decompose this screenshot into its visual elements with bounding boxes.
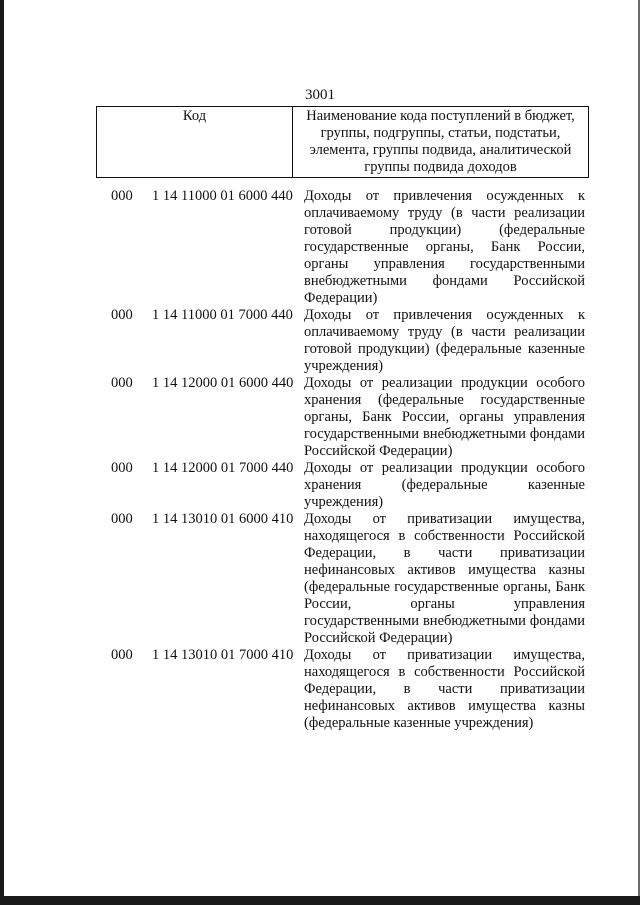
page-number: 3001 xyxy=(305,87,335,103)
table-body xyxy=(0,188,640,732)
revenue-name-line: учреждения) xyxy=(304,358,384,374)
revenue-name-line: (федеральные казенные учреждения) xyxy=(304,715,534,731)
admin-code: 000 xyxy=(111,460,133,476)
revenue-code: 1 14 12000 01 7000 440 xyxy=(152,460,294,476)
revenue-name-line: готовой продукции) (федеральные казенные xyxy=(304,341,585,357)
revenue-name xyxy=(304,511,585,647)
revenue-name-line: Доходы от реализации продукции особого xyxy=(304,375,585,391)
revenue-name xyxy=(304,188,585,307)
revenue-code: 1 14 13010 01 6000 410 xyxy=(152,511,294,527)
revenue-name-line: Доходы от привлечения осужденных к xyxy=(304,307,585,323)
revenue-name-line: оплачиваемому труду (в части реализации xyxy=(304,324,585,340)
revenue-name-line: Доходы от приватизации имущества, xyxy=(304,647,585,663)
admin-code: 000 xyxy=(111,307,133,323)
revenue-name-line: учреждения) xyxy=(304,494,384,510)
revenue-code: 1 14 11000 01 7000 440 xyxy=(152,307,293,323)
admin-code: 000 xyxy=(111,647,133,663)
revenue-name-line: (федеральные государственные органы, Банк xyxy=(304,579,585,595)
revenue-name-line: России, органы управления xyxy=(304,596,585,612)
header-name-cell: Наименование кода поступлений в бюджет, группы, подгруппы, статьи, подстатьи, элемента, группы подвида, аналитической группы подвида доходов xyxy=(306,108,575,175)
table-row xyxy=(0,188,640,307)
revenue-code: 1 14 13010 01 7000 410 xyxy=(152,647,294,663)
admin-code: 000 xyxy=(111,188,133,204)
table-row xyxy=(0,460,640,511)
admin-code: 000 xyxy=(111,375,133,391)
revenue-name-line: органы управления государственными xyxy=(304,256,585,272)
revenue-name-line: Российской Федерации) xyxy=(304,443,453,459)
header-code-cell: Код xyxy=(97,107,293,177)
revenue-name-line: готовой продукции) (федеральные xyxy=(304,222,585,238)
revenue-name xyxy=(304,375,585,460)
scan-edge-bottom xyxy=(0,896,640,905)
revenue-name-line: Федерации, в части приватизации xyxy=(304,681,585,697)
revenue-name-line: государственные органы, Банк России, xyxy=(304,239,585,255)
table-row xyxy=(0,647,640,732)
revenue-name-line: оплачиваемому труду (в части реализации xyxy=(304,205,585,221)
revenue-name-line: государственными внебюджетными фондами xyxy=(304,426,585,442)
revenue-name xyxy=(304,647,585,732)
table-header xyxy=(96,106,589,178)
table-row xyxy=(0,307,640,375)
table-row xyxy=(0,511,640,647)
revenue-name xyxy=(304,307,585,375)
revenue-name-line: Российской Федерации) xyxy=(304,630,453,646)
revenue-name-line: нефинансовых активов имущества казны xyxy=(304,562,585,578)
revenue-name-line: Доходы от реализации продукции особого xyxy=(304,460,585,476)
table-row xyxy=(0,375,640,460)
admin-code: 000 xyxy=(111,511,133,527)
revenue-name-line: государственными внебюджетными фондами xyxy=(304,613,585,629)
revenue-name xyxy=(304,460,585,511)
revenue-name-line: хранения (федеральные казенные xyxy=(304,477,585,493)
revenue-name-line: органы, Банк России, органы управления xyxy=(304,409,585,425)
revenue-code: 1 14 12000 01 6000 440 xyxy=(152,375,294,391)
revenue-name-line: Федерации) xyxy=(304,290,378,306)
revenue-name-line: внебюджетными фондами Российской xyxy=(304,273,585,289)
revenue-name-line: находящегося в собственности Российской xyxy=(304,528,585,544)
revenue-name-line: Федерации, в части приватизации xyxy=(304,545,585,561)
revenue-name-line: Доходы от привлечения осужденных к xyxy=(304,188,585,204)
revenue-name-line: хранения (федеральные государственные xyxy=(304,392,585,408)
revenue-code: 1 14 11000 01 6000 440 xyxy=(152,188,293,204)
revenue-name-line: нефинансовых активов имущества казны xyxy=(304,698,585,714)
revenue-name-line: находящегося в собственности Российской xyxy=(304,664,585,680)
revenue-name-line: Доходы от приватизации имущества, xyxy=(304,511,585,527)
